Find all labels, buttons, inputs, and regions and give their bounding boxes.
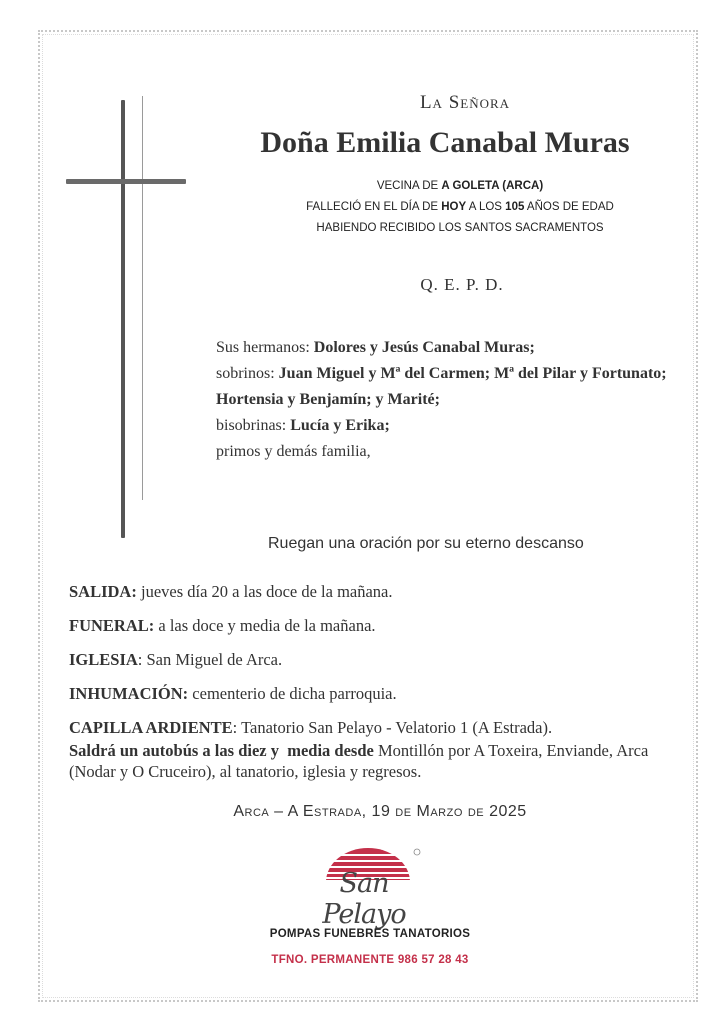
sobrinos-label: sobrinos:: [216, 365, 279, 382]
qepd: Q. E. P. D.: [420, 275, 504, 294]
funeral-text: a las doce y media de la mañana.: [154, 616, 376, 635]
title-prefix: La Señora: [419, 92, 511, 113]
info-died-day: HOY: [441, 201, 467, 213]
iglesia-text: : San Miguel de Arca.: [137, 650, 283, 669]
brand-text: POMPAS FUNEBRES TANATORIOS: [269, 928, 471, 940]
capilla-label: CAPILLA ARDIENTE: [69, 718, 233, 737]
prayer-text: Ruegan una oración por su eterno descanso: [268, 535, 584, 552]
cross-horizontal-bar: [66, 179, 186, 184]
salida-label: SALIDA:: [69, 582, 137, 601]
info-line-1: [250, 176, 670, 197]
info-age-label: A LOS: [466, 201, 506, 213]
iglesia-label: IGLESIA: [69, 650, 138, 669]
bisobrinas-label: bisobrinas:: [216, 417, 291, 434]
death-info: [250, 176, 670, 239]
sobrinos-names: Juan Miguel y Mª del Carmen; Mª del Pilar y Fortunato; Hortensia y Benjamín; y Marité;: [216, 365, 667, 408]
bus-info: [69, 740, 669, 782]
hermanos-label: Sus hermanos:: [216, 339, 314, 356]
logo-text: San Pelayo: [322, 868, 406, 930]
capilla-row: [69, 718, 669, 738]
info-neighbor-label: VECINA DE: [376, 180, 442, 192]
primos-text: primos y demás familia,: [216, 443, 371, 460]
ceremony-details: [69, 582, 669, 782]
place-date: Arca – A Estrada, 19 de Marzo de 2025: [233, 803, 527, 820]
info-line-2: [250, 197, 670, 218]
salida-row: [69, 582, 669, 602]
bisobrinas-names: Lucía y Erika;: [290, 417, 390, 434]
hermanos-names: Dolores y Jesús Canabal Muras;: [313, 339, 535, 356]
info-age-suffix: AÑOS DE EDAD: [524, 201, 614, 213]
bus-bold-text: Saldrá un autobús a las diez y media desde: [69, 741, 374, 760]
inhumacion-row: [69, 684, 669, 704]
cross-shadow-line: [142, 96, 143, 500]
deceased-name: Doña Emilia Canabal Muras: [260, 126, 630, 159]
inhumacion-label: INHUMACIÓN:: [69, 684, 189, 703]
info-age: 105: [505, 201, 525, 213]
iglesia-row: [69, 650, 669, 670]
cross-vertical-bar: [121, 100, 125, 538]
salida-text: jueves día 20 a las doce de la mañana.: [136, 582, 393, 601]
capilla-text: : Tanatorio San Pelayo - Velatorio 1 (A Estrada).: [232, 718, 553, 737]
funeral-row: [69, 616, 669, 636]
funeral-label: FUNERAL:: [69, 616, 155, 635]
bus-text: Montillón por A Toxeira, Enviande, Arca (Nodar y O Cruceiro), al tanatorio, iglesia y regresos.: [69, 741, 649, 781]
phone-text: TFNO. PERMANENTE 986 57 28 43: [271, 954, 469, 966]
info-neighbor-place: A GOLETA (ARCA): [441, 180, 544, 192]
info-died-label: FALLECIÓ EN EL DÍA DE: [306, 201, 442, 213]
family-list: [216, 335, 686, 465]
inhumacion-text: cementerio de dicha parroquia.: [188, 684, 397, 703]
info-line-3: HABIENDO RECIBIDO LOS SANTOS SACRAMENTOS: [316, 222, 604, 234]
